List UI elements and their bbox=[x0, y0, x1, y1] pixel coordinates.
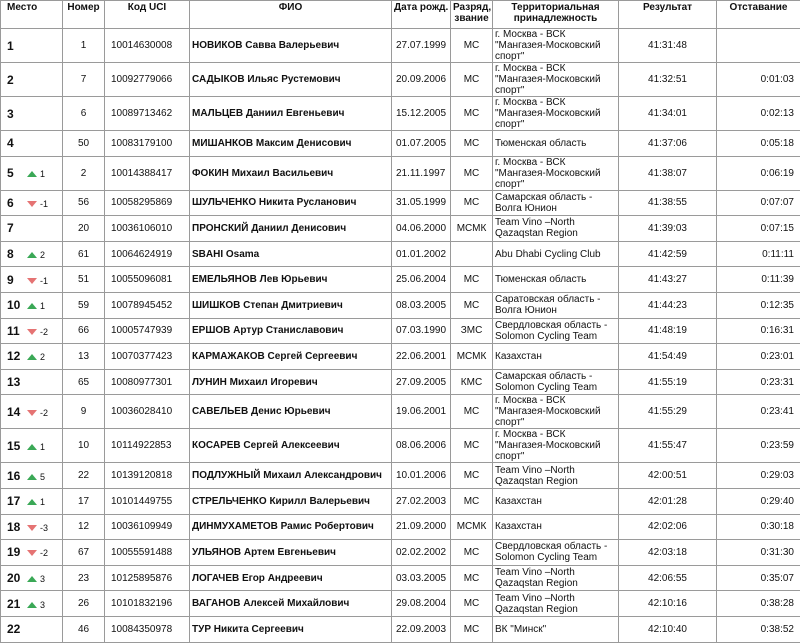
arrow-up-icon bbox=[27, 354, 37, 360]
place-number: 1 bbox=[7, 39, 27, 53]
arrow-up-icon bbox=[27, 444, 37, 450]
cell-rank: МС bbox=[451, 429, 493, 463]
place-number: 11 bbox=[7, 324, 27, 338]
position-change bbox=[27, 169, 45, 179]
table-row bbox=[1, 190, 800, 216]
table-row bbox=[1, 97, 800, 131]
arrow-up-icon bbox=[27, 474, 37, 480]
cell-result: 41:43:27 bbox=[619, 267, 717, 293]
cell-name: САВЕЛЬЕВ Денис Юрьевич bbox=[190, 395, 392, 429]
cell-name: УЛЬЯНОВ Артем Евгеньевич bbox=[190, 540, 392, 566]
cell-gap: 0:38:52 bbox=[717, 616, 800, 642]
cell-team: г. Москва - ВСК "Мангазея-Московский спорт" bbox=[493, 395, 619, 429]
cell-result: 42:03:18 bbox=[619, 540, 717, 566]
cell-team: Тюменская область bbox=[493, 267, 619, 293]
cell-place bbox=[1, 292, 63, 318]
position-change bbox=[27, 199, 48, 209]
cell-gap: 0:23:41 bbox=[717, 395, 800, 429]
place-number: 20 bbox=[7, 571, 27, 585]
position-change bbox=[27, 548, 48, 558]
cell-place bbox=[1, 97, 63, 131]
cell-bib: 65 bbox=[63, 369, 105, 395]
cell-team: Тюменская область bbox=[493, 131, 619, 157]
cell-rank: МС bbox=[451, 488, 493, 514]
cell-team: г. Москва - ВСК "Мангазея-Московский спорт" bbox=[493, 63, 619, 97]
table-row bbox=[1, 488, 800, 514]
cell-name: ЕМЕЛЬЯНОВ Лев Юрьевич bbox=[190, 267, 392, 293]
cell-gap bbox=[717, 29, 800, 63]
cell-bib: 61 bbox=[63, 241, 105, 267]
table-row bbox=[1, 63, 800, 97]
cell-dob: 27.07.1999 bbox=[392, 29, 451, 63]
table-row bbox=[1, 429, 800, 463]
cell-place bbox=[1, 514, 63, 540]
cell-gap: 0:07:07 bbox=[717, 190, 800, 216]
place-number: 3 bbox=[7, 107, 27, 121]
cell-rank: ЗМС bbox=[451, 318, 493, 344]
cell-uci: 10092779066 bbox=[105, 63, 190, 97]
cell-name: СТРЕЛЬЧЕНКО Кирилл Валерьевич bbox=[190, 488, 392, 514]
cell-bib: 9 bbox=[63, 395, 105, 429]
cell-dob: 07.03.1990 bbox=[392, 318, 451, 344]
place-number: 21 bbox=[7, 597, 27, 611]
place-number: 7 bbox=[7, 221, 27, 235]
position-change bbox=[27, 276, 48, 286]
cell-result: 41:38:07 bbox=[619, 156, 717, 190]
cell-place bbox=[1, 156, 63, 190]
cell-place bbox=[1, 565, 63, 591]
arrow-down-icon bbox=[27, 201, 37, 207]
cell-dob: 04.06.2000 bbox=[392, 216, 451, 242]
cell-gap: 0:02:13 bbox=[717, 97, 800, 131]
arrow-up-icon bbox=[27, 303, 37, 309]
cell-rank: МСМК bbox=[451, 216, 493, 242]
cell-team: Казахстан bbox=[493, 344, 619, 370]
cell-rank: КМС bbox=[451, 369, 493, 395]
cell-uci: 10101449755 bbox=[105, 488, 190, 514]
cell-gap: 0:30:18 bbox=[717, 514, 800, 540]
header-dob: Дата рожд. bbox=[392, 1, 451, 29]
cell-place bbox=[1, 29, 63, 63]
cell-rank: МС bbox=[451, 267, 493, 293]
place-number: 2 bbox=[7, 73, 27, 87]
position-change bbox=[27, 408, 48, 418]
cell-name: ЛУНИН Михаил Игоревич bbox=[190, 369, 392, 395]
position-change-value: 1 bbox=[40, 301, 45, 311]
position-change bbox=[27, 472, 45, 482]
position-change bbox=[27, 574, 45, 584]
table-row bbox=[1, 216, 800, 242]
cell-result: 41:55:47 bbox=[619, 429, 717, 463]
cell-team: Team Vino –North Qazaqstan Region bbox=[493, 591, 619, 617]
cell-result: 41:32:51 bbox=[619, 63, 717, 97]
cell-result: 42:10:16 bbox=[619, 591, 717, 617]
cell-place bbox=[1, 616, 63, 642]
cell-team: ВК "Минск" bbox=[493, 616, 619, 642]
cell-uci: 10080977301 bbox=[105, 369, 190, 395]
arrow-down-icon bbox=[27, 278, 37, 284]
cell-dob: 29.08.2004 bbox=[392, 591, 451, 617]
place-number: 22 bbox=[7, 622, 27, 636]
arrow-up-icon bbox=[27, 602, 37, 608]
arrow-up-icon bbox=[27, 499, 37, 505]
table-row bbox=[1, 318, 800, 344]
arrow-down-icon bbox=[27, 550, 37, 556]
position-change bbox=[27, 600, 45, 610]
cell-place bbox=[1, 369, 63, 395]
cell-uci: 10084350978 bbox=[105, 616, 190, 642]
cell-bib: 20 bbox=[63, 216, 105, 242]
cell-uci: 10083179100 bbox=[105, 131, 190, 157]
cell-result: 42:10:40 bbox=[619, 616, 717, 642]
table-row bbox=[1, 131, 800, 157]
header-bib: Номер bbox=[63, 1, 105, 29]
cell-dob: 22.06.2001 bbox=[392, 344, 451, 370]
cell-bib: 22 bbox=[63, 463, 105, 489]
cell-place bbox=[1, 344, 63, 370]
cell-team: Казахстан bbox=[493, 514, 619, 540]
cell-result: 41:48:19 bbox=[619, 318, 717, 344]
position-change-value: 2 bbox=[40, 352, 45, 362]
cell-team: г. Москва - ВСК "Мангазея-Московский спорт" bbox=[493, 97, 619, 131]
table-row bbox=[1, 267, 800, 293]
cell-dob: 08.03.2005 bbox=[392, 292, 451, 318]
cell-dob: 19.06.2001 bbox=[392, 395, 451, 429]
cell-place bbox=[1, 591, 63, 617]
cell-uci: 10058295869 bbox=[105, 190, 190, 216]
table-row bbox=[1, 292, 800, 318]
cell-gap: 0:29:03 bbox=[717, 463, 800, 489]
position-change-value: -2 bbox=[40, 408, 48, 418]
cell-rank: МСМК bbox=[451, 344, 493, 370]
header-name: ФИО bbox=[190, 1, 392, 29]
arrow-down-icon bbox=[27, 525, 37, 531]
position-change-value: 1 bbox=[40, 442, 45, 452]
cell-gap: 0:31:30 bbox=[717, 540, 800, 566]
cell-rank: МС bbox=[451, 463, 493, 489]
cell-rank: МС bbox=[451, 63, 493, 97]
cell-gap: 0:11:39 bbox=[717, 267, 800, 293]
cell-gap: 0:05:18 bbox=[717, 131, 800, 157]
cell-name: ФОКИН Михаил Васильевич bbox=[190, 156, 392, 190]
cell-dob: 08.06.2006 bbox=[392, 429, 451, 463]
cell-team: Свердловская область - Solomon Cycling Team bbox=[493, 318, 619, 344]
cell-gap: 0:12:35 bbox=[717, 292, 800, 318]
position-change bbox=[27, 301, 45, 311]
cell-place bbox=[1, 131, 63, 157]
place-number: 19 bbox=[7, 545, 27, 559]
cell-rank: МС bbox=[451, 190, 493, 216]
header-row bbox=[1, 1, 800, 29]
cell-result: 42:01:28 bbox=[619, 488, 717, 514]
position-change-value: 1 bbox=[40, 497, 45, 507]
place-number: 15 bbox=[7, 439, 27, 453]
cell-result: 41:37:06 bbox=[619, 131, 717, 157]
results-body bbox=[1, 29, 800, 643]
cell-dob: 03.03.2005 bbox=[392, 565, 451, 591]
cell-bib: 23 bbox=[63, 565, 105, 591]
cell-uci: 10089713462 bbox=[105, 97, 190, 131]
cell-result: 41:34:01 bbox=[619, 97, 717, 131]
cell-place bbox=[1, 395, 63, 429]
position-change-value: 5 bbox=[40, 472, 45, 482]
position-change-value: 1 bbox=[40, 169, 45, 179]
table-row bbox=[1, 29, 800, 63]
cell-result: 41:38:55 bbox=[619, 190, 717, 216]
cell-rank: МС bbox=[451, 591, 493, 617]
cell-result: 41:42:59 bbox=[619, 241, 717, 267]
place-number: 12 bbox=[7, 349, 27, 363]
cell-dob: 27.02.2003 bbox=[392, 488, 451, 514]
cell-place bbox=[1, 63, 63, 97]
table-row bbox=[1, 241, 800, 267]
place-number: 4 bbox=[7, 136, 27, 150]
table-row bbox=[1, 344, 800, 370]
cell-name: ШИШКОВ Степан Дмитриевич bbox=[190, 292, 392, 318]
position-change-value: -2 bbox=[40, 327, 48, 337]
cell-result: 41:55:19 bbox=[619, 369, 717, 395]
cell-bib: 66 bbox=[63, 318, 105, 344]
cell-dob: 15.12.2005 bbox=[392, 97, 451, 131]
cell-place bbox=[1, 488, 63, 514]
cell-rank: МС bbox=[451, 156, 493, 190]
cell-rank: МС bbox=[451, 131, 493, 157]
cell-result: 41:54:49 bbox=[619, 344, 717, 370]
cell-uci: 10036109949 bbox=[105, 514, 190, 540]
cell-result: 41:44:23 bbox=[619, 292, 717, 318]
place-number: 8 bbox=[7, 247, 27, 261]
cell-name: ТУР Никита Сергеевич bbox=[190, 616, 392, 642]
cell-dob: 21.09.2000 bbox=[392, 514, 451, 540]
cell-bib: 56 bbox=[63, 190, 105, 216]
cell-uci: 10055096081 bbox=[105, 267, 190, 293]
header-place: Место bbox=[1, 1, 63, 29]
cell-gap: 0:01:03 bbox=[717, 63, 800, 97]
place-number: 14 bbox=[7, 405, 27, 419]
header-team: Территориальная принадлежность bbox=[493, 1, 619, 29]
cell-bib: 1 bbox=[63, 29, 105, 63]
cell-gap: 0:29:40 bbox=[717, 488, 800, 514]
cell-gap: 0:06:19 bbox=[717, 156, 800, 190]
cell-uci: 10036106010 bbox=[105, 216, 190, 242]
cell-place bbox=[1, 540, 63, 566]
cell-rank: МС bbox=[451, 97, 493, 131]
header-gap: Отставание bbox=[717, 1, 800, 29]
position-change bbox=[27, 442, 45, 452]
cell-gap: 0:23:31 bbox=[717, 369, 800, 395]
header-uci: Код UCI bbox=[105, 1, 190, 29]
cell-bib: 46 bbox=[63, 616, 105, 642]
place-number: 18 bbox=[7, 520, 27, 534]
cell-bib: 10 bbox=[63, 429, 105, 463]
cell-gap: 0:11:11 bbox=[717, 241, 800, 267]
table-row bbox=[1, 463, 800, 489]
cell-name: SBAHI Osama bbox=[190, 241, 392, 267]
cell-bib: 7 bbox=[63, 63, 105, 97]
table-row bbox=[1, 591, 800, 617]
table-row bbox=[1, 616, 800, 642]
cell-uci: 10101832196 bbox=[105, 591, 190, 617]
arrow-down-icon bbox=[27, 410, 37, 416]
cell-gap: 0:23:59 bbox=[717, 429, 800, 463]
position-change-value: -1 bbox=[40, 276, 48, 286]
cell-name: САДЫКОВ Ильяс Рустемович bbox=[190, 63, 392, 97]
cell-team: Team Vino –North Qazaqstan Region bbox=[493, 463, 619, 489]
cell-dob: 02.02.2002 bbox=[392, 540, 451, 566]
cell-name: ШУЛЬЧЕНКО Никита Русланович bbox=[190, 190, 392, 216]
cell-uci: 10070377423 bbox=[105, 344, 190, 370]
header-rank: Разряд, звание bbox=[451, 1, 493, 29]
cell-place bbox=[1, 463, 63, 489]
cell-place bbox=[1, 190, 63, 216]
cell-name: ПОДЛУЖНЫЙ Михаил Александрович bbox=[190, 463, 392, 489]
cell-team: г. Москва - ВСК "Мангазея-Московский спорт" bbox=[493, 429, 619, 463]
cell-uci: 10005747939 bbox=[105, 318, 190, 344]
cell-gap: 0:38:28 bbox=[717, 591, 800, 617]
cell-name: ЕРШОВ Артур Станиславович bbox=[190, 318, 392, 344]
cell-team: г. Москва - ВСК "Мангазея-Московский спорт" bbox=[493, 29, 619, 63]
position-change bbox=[27, 352, 45, 362]
cell-result: 41:55:29 bbox=[619, 395, 717, 429]
table-row bbox=[1, 156, 800, 190]
table-row bbox=[1, 514, 800, 540]
cell-bib: 6 bbox=[63, 97, 105, 131]
cell-uci: 10114922853 bbox=[105, 429, 190, 463]
cell-team: Самарская область - Волга Юнион bbox=[493, 190, 619, 216]
cell-team: Abu Dhabi Cycling Club bbox=[493, 241, 619, 267]
cell-place bbox=[1, 267, 63, 293]
cell-team: Самарская область - Solomon Cycling Team bbox=[493, 369, 619, 395]
cell-dob: 01.01.2002 bbox=[392, 241, 451, 267]
arrow-up-icon bbox=[27, 576, 37, 582]
cell-uci: 10078945452 bbox=[105, 292, 190, 318]
cell-bib: 51 bbox=[63, 267, 105, 293]
cell-bib: 17 bbox=[63, 488, 105, 514]
cell-name: КАРМАЖАКОВ Сергей Сергеевич bbox=[190, 344, 392, 370]
arrow-up-icon bbox=[27, 171, 37, 177]
cell-name: МИШАНКОВ Максим Денисович bbox=[190, 131, 392, 157]
cell-team: Саратовская область - Волга Юнион bbox=[493, 292, 619, 318]
cell-bib: 50 bbox=[63, 131, 105, 157]
cell-dob: 22.09.2003 bbox=[392, 616, 451, 642]
cell-rank: МС bbox=[451, 29, 493, 63]
cell-bib: 67 bbox=[63, 540, 105, 566]
header-result: Результат bbox=[619, 1, 717, 29]
cell-gap: 0:35:07 bbox=[717, 565, 800, 591]
place-number: 9 bbox=[7, 273, 27, 287]
position-change-value: -3 bbox=[40, 523, 48, 533]
cell-gap: 0:07:15 bbox=[717, 216, 800, 242]
arrow-up-icon bbox=[27, 252, 37, 258]
cell-uci: 10014388417 bbox=[105, 156, 190, 190]
table-row bbox=[1, 565, 800, 591]
cell-dob: 21.11.1997 bbox=[392, 156, 451, 190]
cell-rank: МС bbox=[451, 540, 493, 566]
cell-gap: 0:23:01 bbox=[717, 344, 800, 370]
cell-team: Team Vino –North Qazaqstan Region bbox=[493, 216, 619, 242]
cell-result: 41:39:03 bbox=[619, 216, 717, 242]
cell-rank: МС bbox=[451, 395, 493, 429]
cell-result: 41:31:48 bbox=[619, 29, 717, 63]
cell-dob: 20.09.2006 bbox=[392, 63, 451, 97]
place-number: 17 bbox=[7, 494, 27, 508]
cell-rank: МСМК bbox=[451, 514, 493, 540]
cell-bib: 2 bbox=[63, 156, 105, 190]
cell-bib: 12 bbox=[63, 514, 105, 540]
cell-bib: 59 bbox=[63, 292, 105, 318]
cell-result: 42:02:06 bbox=[619, 514, 717, 540]
cell-name: ДИНМУХАМЕТОВ Рамис Робертович bbox=[190, 514, 392, 540]
cell-rank bbox=[451, 241, 493, 267]
cell-place bbox=[1, 216, 63, 242]
cell-name: МАЛЬЦЕВ Даниил Евгеньевич bbox=[190, 97, 392, 131]
cell-uci: 10139120818 bbox=[105, 463, 190, 489]
place-number: 16 bbox=[7, 469, 27, 483]
position-change-value: -2 bbox=[40, 548, 48, 558]
cell-result: 42:06:55 bbox=[619, 565, 717, 591]
cell-team: г. Москва - ВСК "Мангазея-Московский спорт" bbox=[493, 156, 619, 190]
cell-dob: 31.05.1999 bbox=[392, 190, 451, 216]
place-number: 10 bbox=[7, 298, 27, 312]
cell-dob: 27.09.2005 bbox=[392, 369, 451, 395]
cell-place bbox=[1, 318, 63, 344]
cell-dob: 25.06.2004 bbox=[392, 267, 451, 293]
cell-place bbox=[1, 241, 63, 267]
arrow-down-icon bbox=[27, 329, 37, 335]
cell-place bbox=[1, 429, 63, 463]
cell-name: ПРОНСКИЙ Даниил Денисович bbox=[190, 216, 392, 242]
table-row bbox=[1, 369, 800, 395]
position-change-value: 3 bbox=[40, 600, 45, 610]
place-number: 5 bbox=[7, 166, 27, 180]
cell-name: КОСАРЕВ Сергей Алексеевич bbox=[190, 429, 392, 463]
place-number: 6 bbox=[7, 196, 27, 210]
cell-uci: 10064624919 bbox=[105, 241, 190, 267]
table-row bbox=[1, 395, 800, 429]
cell-team: Team Vino –North Qazaqstan Region bbox=[493, 565, 619, 591]
cell-bib: 26 bbox=[63, 591, 105, 617]
table-row bbox=[1, 540, 800, 566]
position-change bbox=[27, 250, 45, 260]
position-change bbox=[27, 497, 45, 507]
cell-name: НОВИКОВ Савва Валерьевич bbox=[190, 29, 392, 63]
position-change-value: 2 bbox=[40, 250, 45, 260]
cell-rank: МС bbox=[451, 616, 493, 642]
cell-rank: МС bbox=[451, 565, 493, 591]
cell-name: ВАГАНОВ Алексей Михайлович bbox=[190, 591, 392, 617]
cell-team: Свердловская область - Solomon Cycling Team bbox=[493, 540, 619, 566]
cell-bib: 13 bbox=[63, 344, 105, 370]
position-change-value: -1 bbox=[40, 199, 48, 209]
cell-dob: 10.01.2006 bbox=[392, 463, 451, 489]
cell-uci: 10055591488 bbox=[105, 540, 190, 566]
cell-team: Казахстан bbox=[493, 488, 619, 514]
cell-dob: 01.07.2005 bbox=[392, 131, 451, 157]
cell-name: ЛОГАЧЕВ Егор Андреевич bbox=[190, 565, 392, 591]
cell-rank: МС bbox=[451, 292, 493, 318]
cell-uci: 10014630008 bbox=[105, 29, 190, 63]
cell-uci: 10125895876 bbox=[105, 565, 190, 591]
cell-result: 42:00:51 bbox=[619, 463, 717, 489]
place-number: 13 bbox=[7, 375, 27, 389]
cell-gap: 0:16:31 bbox=[717, 318, 800, 344]
position-change bbox=[27, 327, 48, 337]
cell-uci: 10036028410 bbox=[105, 395, 190, 429]
position-change bbox=[27, 523, 48, 533]
position-change-value: 3 bbox=[40, 574, 45, 584]
